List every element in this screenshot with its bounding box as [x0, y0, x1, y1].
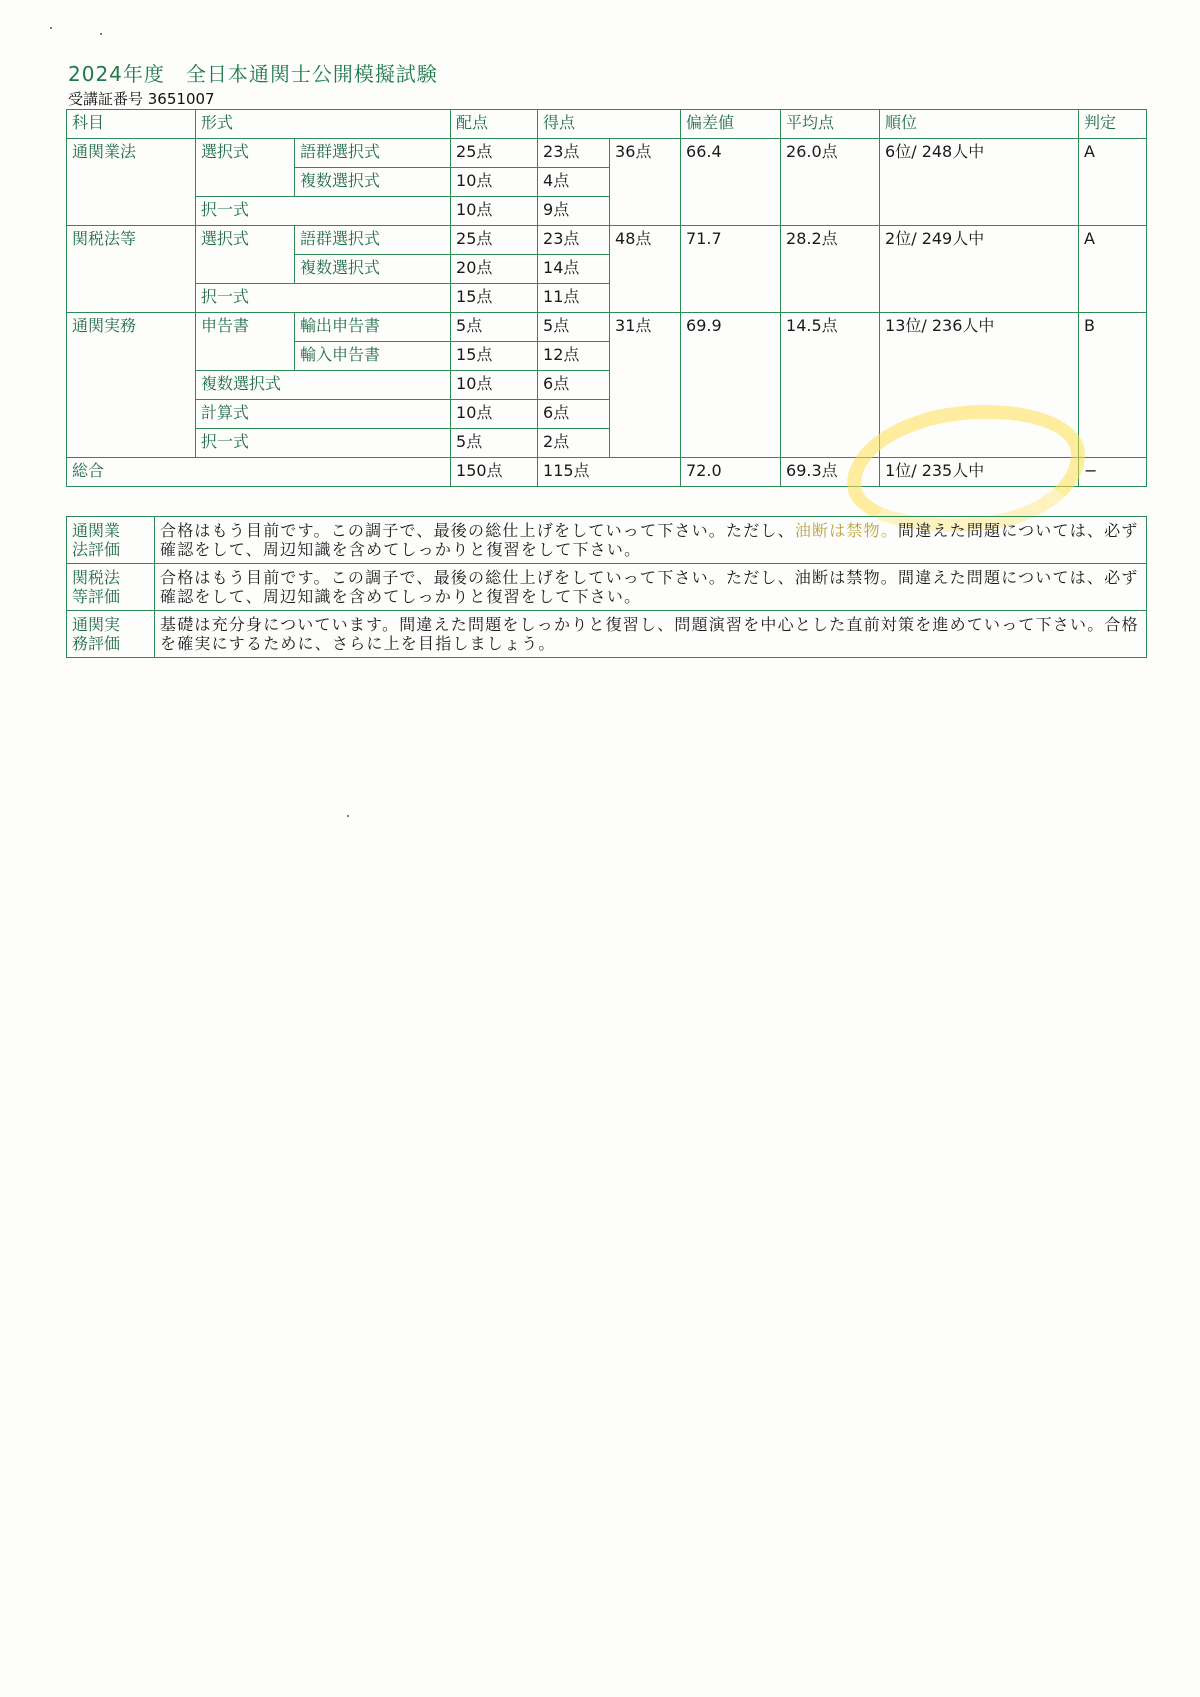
header-points: 配点 [451, 110, 538, 139]
overall-rank: 1位/ 235人中 [880, 458, 1079, 487]
score-cell: 11点 [538, 284, 610, 313]
header-row [67, 110, 1147, 139]
deviation-cell: 69.9 [681, 313, 781, 458]
format-group: 選択式 [196, 226, 295, 284]
evaluation-label-line: 法評価 [72, 540, 121, 559]
evaluation-table [66, 516, 1147, 658]
points-cell: 5点 [451, 429, 538, 458]
format-group: 申告書 [196, 313, 295, 371]
format-name: 計算式 [196, 400, 451, 429]
overall-judgment: − [1079, 458, 1147, 487]
rank-cell: 6位/ 248人中 [880, 139, 1079, 226]
table-row [67, 226, 1147, 255]
points-cell: 10点 [451, 400, 538, 429]
points-cell: 10点 [451, 371, 538, 400]
evaluation-text: 合格はもう目前です。この調子で、最後の総仕上げをしていって下さい。ただし、油断は禁物。間違えた問題については、必ず確認をして、周辺知識を含めてしっかりと復習をして下さい。 [155, 564, 1147, 611]
evaluation-label [67, 564, 155, 611]
format-name: 複数選択式 [295, 168, 451, 197]
score-cell: 4点 [538, 168, 610, 197]
evaluation-text: 基礎は充分身についています。間違えた問題をしっかりと復習し、問題演習を中心とした直前対策を進めていって下さい。合格を確実にするために、さらに上を目指しましょう。 [155, 611, 1147, 658]
scan-speck [50, 27, 52, 29]
evaluation-label-line: 等評価 [72, 587, 121, 606]
score-cell: 6点 [538, 371, 610, 400]
points-cell: 25点 [451, 226, 538, 255]
scan-speck [347, 815, 349, 817]
exam-number: 受講証番号 3651007 [68, 90, 215, 108]
subject-name: 関税法等 [67, 226, 196, 313]
judgment-cell: A [1079, 226, 1147, 313]
evaluation-label-line: 通関実 [72, 615, 121, 634]
table-row [67, 313, 1147, 342]
header-deviation: 偏差値 [681, 110, 781, 139]
score-cell: 12点 [538, 342, 610, 371]
report-title: 2024年度 全日本通関士公開模擬試験 [68, 62, 438, 86]
evaluation-text [155, 517, 1147, 564]
subject-total: 48点 [610, 226, 681, 313]
subject-total: 36点 [610, 139, 681, 226]
points-cell: 15点 [451, 284, 538, 313]
subject-total: 31点 [610, 313, 681, 458]
deviation-cell: 71.7 [681, 226, 781, 313]
points-cell: 20点 [451, 255, 538, 284]
format-name: 択一式 [196, 197, 451, 226]
highlighted-text: 油断は禁物。 [794, 521, 899, 540]
score-cell: 14点 [538, 255, 610, 284]
format-name: 輸入申告書 [295, 342, 451, 371]
average-cell: 26.0点 [781, 139, 880, 226]
evaluation-text-part: 間違えた問題については、必ず確認をして、周辺知識を含めてしっかりと復習をして下さい。 [160, 521, 1139, 559]
evaluation-label-line: 関税法 [72, 568, 121, 587]
points-cell: 10点 [451, 197, 538, 226]
overall-deviation: 72.0 [681, 458, 781, 487]
evaluation-row [67, 611, 1147, 658]
points-cell: 10点 [451, 168, 538, 197]
header-score: 得点 [538, 110, 681, 139]
score-cell: 23点 [538, 226, 610, 255]
overall-score: 115点 [538, 458, 681, 487]
overall-points: 150点 [451, 458, 538, 487]
format-name: 語群選択式 [295, 139, 451, 168]
score-cell: 6点 [538, 400, 610, 429]
score-cell: 5点 [538, 313, 610, 342]
judgment-cell: A [1079, 139, 1147, 226]
format-name: 輸出申告書 [295, 313, 451, 342]
scan-speck [100, 33, 102, 35]
score-cell: 23点 [538, 139, 610, 168]
format-name: 複数選択式 [196, 371, 451, 400]
header-format: 形式 [196, 110, 451, 139]
format-name: 択一式 [196, 429, 451, 458]
evaluation-row [67, 517, 1147, 564]
judgment-cell: B [1079, 313, 1147, 458]
format-name: 複数選択式 [295, 255, 451, 284]
overall-average: 69.3点 [781, 458, 880, 487]
format-name: 択一式 [196, 284, 451, 313]
score-cell: 2点 [538, 429, 610, 458]
rank-cell: 2位/ 249人中 [880, 226, 1079, 313]
points-cell: 15点 [451, 342, 538, 371]
subject-name: 通関実務 [67, 313, 196, 458]
evaluation-text-part: 合格はもう目前です。この調子で、最後の総仕上げをしていって下さい。ただし、 [160, 521, 795, 540]
header-judgment: 判定 [1079, 110, 1147, 139]
evaluation-label [67, 517, 155, 564]
average-cell: 14.5点 [781, 313, 880, 458]
overall-label: 総合 [67, 458, 451, 487]
points-cell: 25点 [451, 139, 538, 168]
evaluation-row [67, 564, 1147, 611]
format-name: 語群選択式 [295, 226, 451, 255]
header-average: 平均点 [781, 110, 880, 139]
evaluation-label-line: 務評価 [72, 634, 121, 653]
evaluation-label [67, 611, 155, 658]
format-group: 選択式 [196, 139, 295, 197]
score-cell: 9点 [538, 197, 610, 226]
subject-name: 通関業法 [67, 139, 196, 226]
table-row [67, 139, 1147, 168]
evaluation-label-line: 通関業 [72, 521, 121, 540]
points-cell: 5点 [451, 313, 538, 342]
header-rank: 順位 [880, 110, 1079, 139]
average-cell: 28.2点 [781, 226, 880, 313]
deviation-cell: 66.4 [681, 139, 781, 226]
rank-cell: 13位/ 236人中 [880, 313, 1079, 458]
header-subject: 科目 [67, 110, 196, 139]
